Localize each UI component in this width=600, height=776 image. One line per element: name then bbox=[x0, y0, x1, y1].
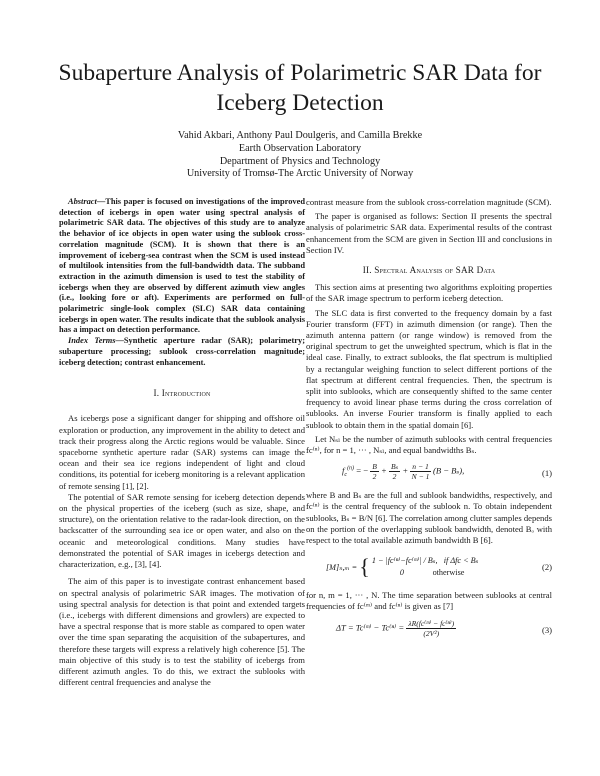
abstract-text: —This paper is focused on investigations of the improved detection of icebergs in open water using spectral analysis of polarimetric SAR data. The objectives of this study are to analyze the behavior of ice objects in open water using the sublook cross-correlation magnitude (SCM). It is shown that there is an improvement of iceberg-sea contrast when the SCM is used instead of multilook intensities from the full-bandwidth data. The subband extraction in the azimuth dimension is used to test the stability of icebergs when they are observed by different azimuth view angles (i.e., looking fore or aft). Experiments are performed on full-polarimetric single-look complex (SLC) SAR data containing icebergs in open water. The results indicate that the sublook analysis has a impact on detection performance. bbox=[59, 197, 305, 335]
equation-2-body: [M]ₙ,ₘ = { 1 − |fc⁽ⁿ⁾−fc⁽ᵐ⁾| / Bₛ, if Δfc < Bₛ 0 otherwise bbox=[326, 554, 479, 580]
paper-title: Subaperture Analysis of Polarimetric SAR Data for Iceberg Detection bbox=[58, 60, 542, 116]
index-terms-label: Index Terms bbox=[68, 336, 116, 346]
left-column bbox=[59, 197, 305, 688]
equation-3-body: ΔT = Tc⁽ᵐ⁾ − Tc⁽ⁿ⁾ = $\frac{\text{λR(fc⁽ᵐ⁾ − fc⁽ⁿ⁾)}}{\text{(2V²)}}$ bbox=[336, 618, 455, 638]
spectral-paragraph-1: This section aims at presenting two algorithms exploiting properties of the SAR image spectrum to perform iceberg detection. bbox=[306, 282, 552, 304]
spectral-paragraph-4: where B and Bₛ are the full and sublook bandwidths, respectively, and fc⁽ⁿ⁾ is the central frequency of the sublook n. To obtain independent sublooks, Bₛ = B/N [6]. The correlation among clutter samples depends on the portion of the overlapping sublook bandwidth, denoted Bₒ with respect to the total available azimuth bandwidth B [6]. bbox=[306, 490, 552, 546]
intro-paragraph-1: As icebergs pose a significant danger for shipping and offshore oil exploration or production, any improvement in the ability to detect and track their progress along the Arctic regions would be valuable. Since spaceborne synthetic aperture radar (SAR) systems can image the ocean and their sea ice regions independent of light and cloud conditions, its potential for iceberg monitoring is a relevant application of remote sensing [1], [2]. bbox=[59, 413, 305, 491]
equation-3 bbox=[306, 617, 552, 643]
section-heading-introduction: I. Introduction bbox=[153, 388, 211, 399]
intro-paragraph-2: The potential of SAR remote sensing for iceberg detection depends on the physical properties of the iceberg (such as size, shape, and structure), on the orientation relative to the radar-look direction, on the backscatter of the surrounding sea ice or open water, and also on the oceanic and meteorological conditions. Many studies have demonstrated the potential of SAR images in icebergs detection and characterization, e.g., [3], [4]. bbox=[59, 491, 305, 570]
spectral-paragraph-5: for n, m = 1, ··· , N. The time separation between sublooks at central frequencies of fc⁽ᵐ⁾ and fc⁽ⁿ⁾ is given as [7] bbox=[306, 590, 552, 612]
index-terms-text: —Synthetic aperture radar (SAR); polarimetry; subaperture processing; sublook cross-correlation magnitude; iceberg detection; contrast enhancement. bbox=[59, 336, 306, 367]
author-lab: Earth Observation Laboratory bbox=[238, 142, 362, 154]
author-department: Department of Physics and Technology bbox=[219, 155, 381, 167]
equation-1-number: (1) bbox=[541, 468, 552, 479]
spectral-paragraph-2: The SLC data is first converted to the frequency domain by a fast Fourier transform (FFT) in azimuth dimension (or range). Then the azimuth antenna pattern (or range window) is removed from the original spectrum to get the unweighted spectrum, which is flat in the ideal case. Finally, to extract sublooks, the flat spectrum is multiplied by a rectangular weighing function to select different portions of the flat spectrum at different central frequencies. Then, the spectrum is split into sublooks, which are consequently shifted to the same center frequency to avoid linear phase terms during the cross correlation of sublooks. An inverse Fourier transform is finally applied to each sublook to obtain them in the spatial domain [6]. bbox=[306, 307, 552, 430]
author-names: Vahid Akbari, Anthony Paul Doulgeris, and Camilla Brekke bbox=[177, 130, 423, 141]
abstract-label: Abstract bbox=[68, 197, 97, 206]
equation-1-body: $f_c^{(n)}$ = − $\frac{B}{2}$ + $\frac{\text{Bₛ}}{2}$ + $\frac{n - 1}{N - 1}$ (B − Bₛ), bbox=[342, 462, 465, 482]
abstract bbox=[59, 197, 305, 336]
author-block bbox=[60, 130, 540, 181]
section-heading-spectral: II. Spectral Analysis of SAR Data bbox=[362, 265, 496, 276]
author-university: University of Tromsø-The Arctic University of Norway bbox=[186, 168, 414, 180]
intro-paragraph-3: The aim of this paper is to investigate contrast enhancement based on spectral analysis of polarimetric SAR images. The motivation of using spectral analysis for detection is that point and extended targets (i.e., icebergs with different dimensions and growlers) are expected to have a spectral response that is more stable as compared to open water over the time span separating the acquisition of the subapertures, and therefore these targets will express a relatively high coherence [5]. The main objective of this study is to test the stability of icebergs from different azimuth angles. To do this, we extract the sublooks with different central frequencies and analyse the bbox=[59, 576, 305, 688]
spectral-paragraph-3: Let Nₛₗ be the number of azimuth sublooks with central frequencies fc⁽ⁿ⁾, for n = 1, ··· , Nₛₗ, and equal bandwidths Bₛ. bbox=[306, 433, 552, 456]
right-paragraph-continued: contrast measure from the sublook cross-correlation magnitude (SCM). bbox=[306, 197, 552, 207]
right-column bbox=[306, 197, 552, 647]
index-terms bbox=[59, 336, 305, 368]
equation-3-number: (3) bbox=[541, 624, 552, 635]
equation-2-number: (2) bbox=[541, 562, 552, 573]
outline-paragraph: The paper is organised as follows: Section II presents the spectral analysis of polarimetric SAR data. Experimental results of the contrast enhancement from the SCM are given in Section III and conclusions in Section IV. bbox=[306, 211, 552, 255]
equation-2 bbox=[306, 550, 552, 586]
equation-1 bbox=[306, 460, 552, 486]
